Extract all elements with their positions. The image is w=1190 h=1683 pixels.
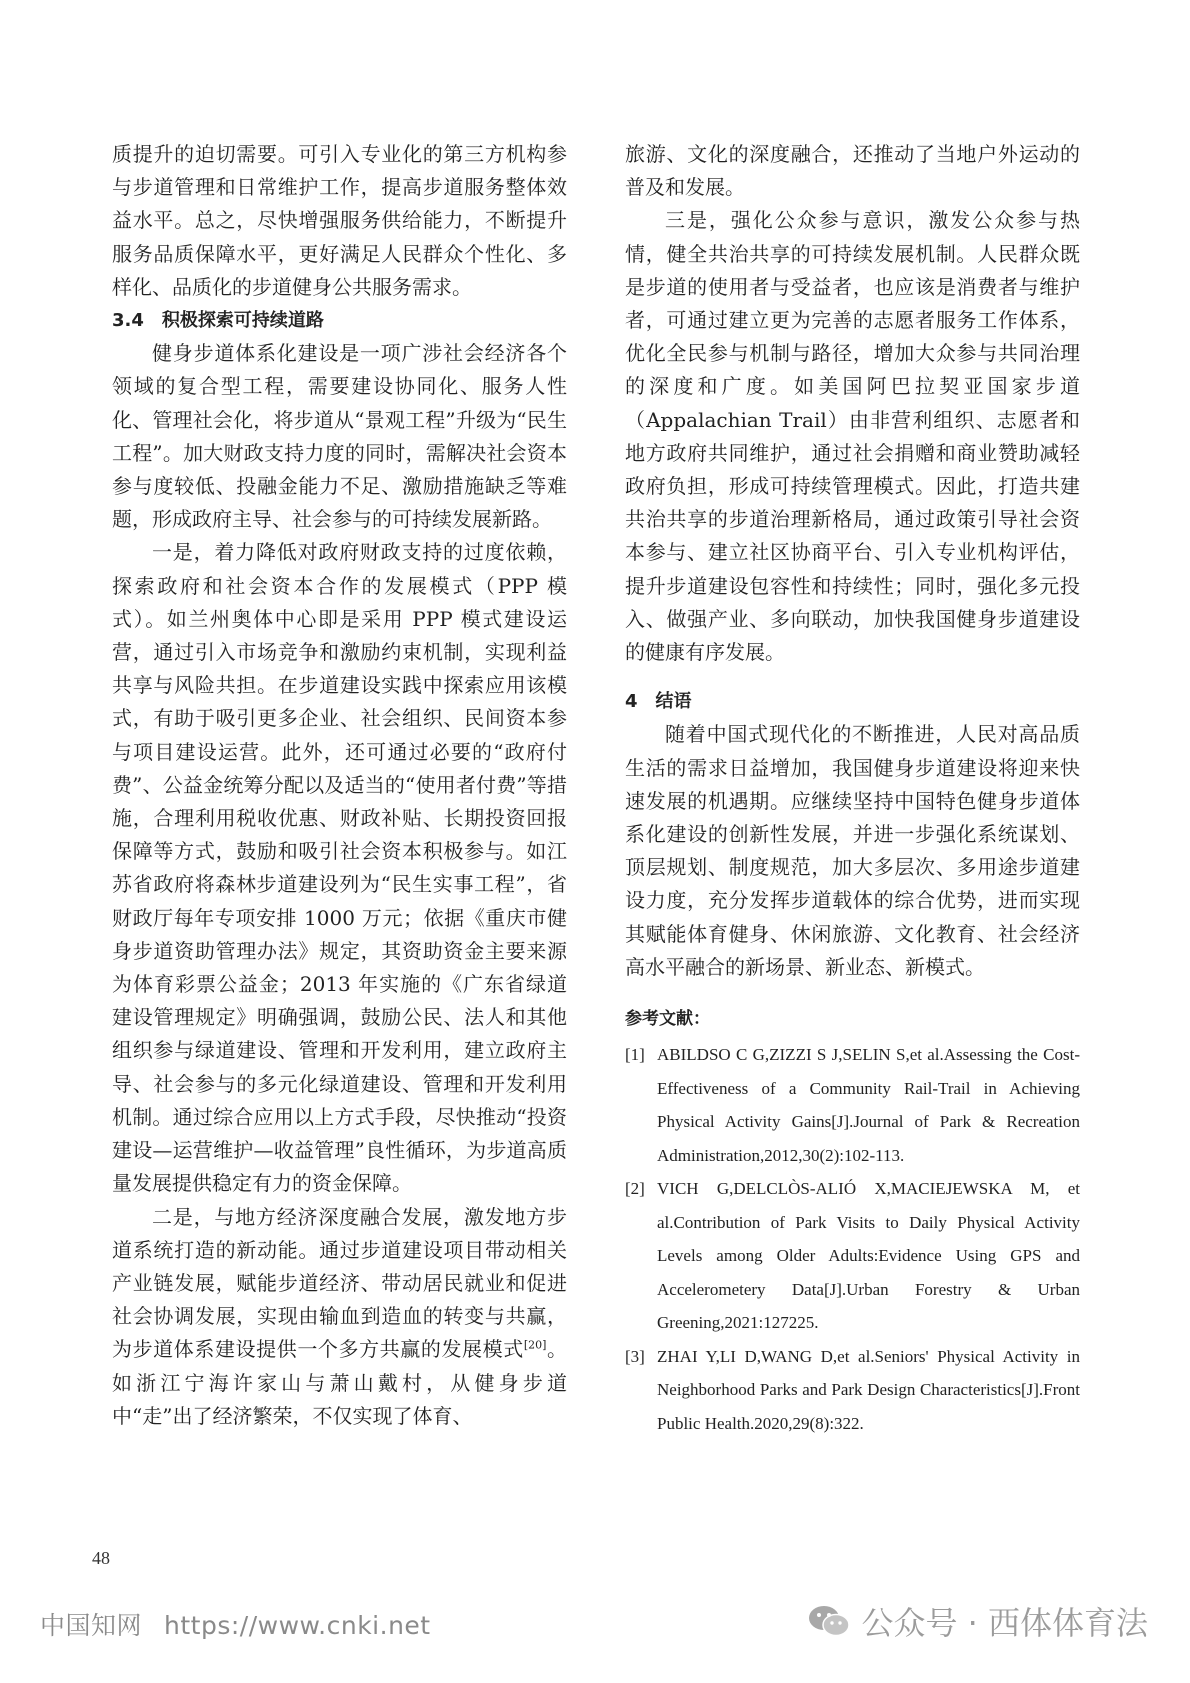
wechat-watermark <box>807 1598 1148 1644</box>
reference-number: [3] <box>625 1346 645 1366</box>
page-number: 48 <box>92 1548 110 1568</box>
section-heading: 4 结语 <box>625 691 692 713</box>
wechat-icon <box>807 1603 851 1639</box>
paragraph-text: 。如浙江宁海许家山与萧山戴村，从健身步道中“走”出了经济繁荣，不仅实现了体育、 <box>112 1337 568 1428</box>
right-column <box>625 138 1080 1440</box>
body-paragraph: 质提升的迫切需要。可引入专业化的第三方机构参与步道管理和日常维护工作，提高步道服务整体效益水平。总之，尽快增强服务供给能力，不断提升服务品质保障水平，更好满足人民群众个性化、多样化、品质化的步道健身公共服务需求。 <box>112 142 567 299</box>
reference-text: ABILDSO C G,ZIZZI S J,SELIN S,et al.Assessing the Cost-Effectiveness of a Community Rail-Trail in Achieving Physical Activity Gains[J].Journal of Park & Recreation Administration,2012,30(2):102-113. <box>657 1045 1080 1165</box>
body-paragraph <box>112 1201 567 1433</box>
reference-item <box>625 1340 1080 1441</box>
site-name: 中国知网 <box>40 1611 143 1640</box>
reference-number: [1] <box>625 1045 645 1065</box>
paragraph-text: 二是，与地方经济深度融合发展，激发地方步道系统打造的新动能。通过步道建设项目带动相关产业链发展，赋能步道经济、带动居民就业和促进社会协调发展，实现由输血到造血的转变与共赢，为步道体系建设提供一个多方共赢的发展模式 <box>112 1204 567 1362</box>
reference-item <box>625 1172 1080 1340</box>
site-watermark <box>40 1606 431 1642</box>
left-column <box>112 138 567 1433</box>
body-paragraph: 随着中国式现代化的不断推进，人民对高品质生活的需求日益增加，我国健身步道建设将迎来快速发展的机遇期。应继续坚持中国特色健身步道体系化建设的创新性发展，并进一步强化系统谋划、顶层规划、制度规范，加大多层次、多用途步道建设力度，充分发挥步道载体的综合优势，进而实现其赋能体育健身、休闲旅游、文化教育、社会经济高水平融合的新场景、新业态、新模式。 <box>625 722 1080 979</box>
watermark-footer <box>0 1592 1190 1662</box>
references-title: 参考文献： <box>625 1009 710 1030</box>
section-heading: 3.4 积极探索可持续道路 <box>112 310 324 332</box>
reference-number: [2] <box>625 1179 645 1199</box>
reference-text: ZHAI Y,LI D,WANG D,et al.Seniors' Physical Activity in Neighborhood Parks and Park Design Characteristics[J].Front Public Health.2020,29(8):322. <box>657 1346 1080 1433</box>
references-list <box>625 1038 1080 1440</box>
body-paragraph: 一是，着力降低对政府财政支持的过度依赖，探索政府和社会资本合作的发展模式（PPP 模式）。如兰州奥体中心即是采用 PPP 模式建设运营，通过引入市场竞争和激励约束机制，实现利益共享与风险共担。在步道建设实践中探索应用该模式，有助于吸引更多企业、社会组织、民间资本参与项目建设运营。此外，还可通过必要的“政府付费”、公益金统筹分配以及适当的“使用者付费”等措施，合理利用税收优惠、财政补贴、长期投资回报保障等方式，鼓励和吸引社会资本积极参与。如江苏省政府将森林步道建设列为“民生实事工程”，省财政厅每年专项安排 1000 万元；依据《重庆市健身步道资助管理办法》规定，其资助资金主要来源为体育彩票公益金；2013 年实施的《广东省绿道建设管理规定》明确强调，鼓励公民、法人和其他组织参与绿道建设、管理和开发利用，建立政府主导、社会参与的多元化绿道建设、管理和开发利用机制。通过综合应用以上方式手段，尽快推动“投资建设—运营维护—收益管理”良性循环，为步道高质量发展提供稳定有力的资金保障。 <box>112 540 567 1196</box>
body-paragraph: 旅游、文化的深度融合，还推动了当地户外运动的普及和发展。 <box>625 142 1080 200</box>
body-paragraph: 三是，强化公众参与意识，激发公众参与热情，健全共治共享的可持续发展机制。人民群众既是步道的使用者与受益者，也应该是消费者与维护者，可通过建立更为完善的志愿者服务工作体系，优化全民参与机制与路径，增加大众参与共同治理的深度和广度。如美国阿巴拉契亚国家步道（Appalachian Trail）由非营利组织、志愿者和地方政府共同维护，通过社会捐赠和商业赞助减轻政府负担，形成可持续管理模式。因此，打造共建共治共享的步道治理新格局，通过政策引导社会资本参与、建立社区协商平台、引入专业机构评估，提升步道建设包容性和持续性；同时，强化多元投入、做强产业、多向联动，加快我国健身步道建设的健康有序发展。 <box>625 208 1080 665</box>
site-url: https://www.cnki.net <box>164 1611 431 1640</box>
reference-text: VICH G,DELCLÒS-ALIÓ X,MACIEJEWSKA M, et al.Contribution of Park Visits to Daily Physical Activity Levels among Older Adults:Evidence Using GPS and Accelerometery Data[J].Urban Forestry & Urban Greening,2021:127225. <box>657 1179 1080 1333</box>
citation-marker: [20] <box>523 1338 547 1352</box>
body-paragraph: 健身步道体系化建设是一项广涉社会经济各个领域的复合型工程，需要建设协同化、服务人性化、管理社会化，将步道从“景观工程”升级为“民生工程”。加大财政支持力度的同时，需解决社会资本参与度较低、投融金能力不足、激励措施缺乏等难题，形成政府主导、社会参与的可持续发展新路。 <box>112 341 567 532</box>
reference-item <box>625 1038 1080 1172</box>
wechat-label: 公众号 · 西体体育法 <box>861 1604 1148 1642</box>
